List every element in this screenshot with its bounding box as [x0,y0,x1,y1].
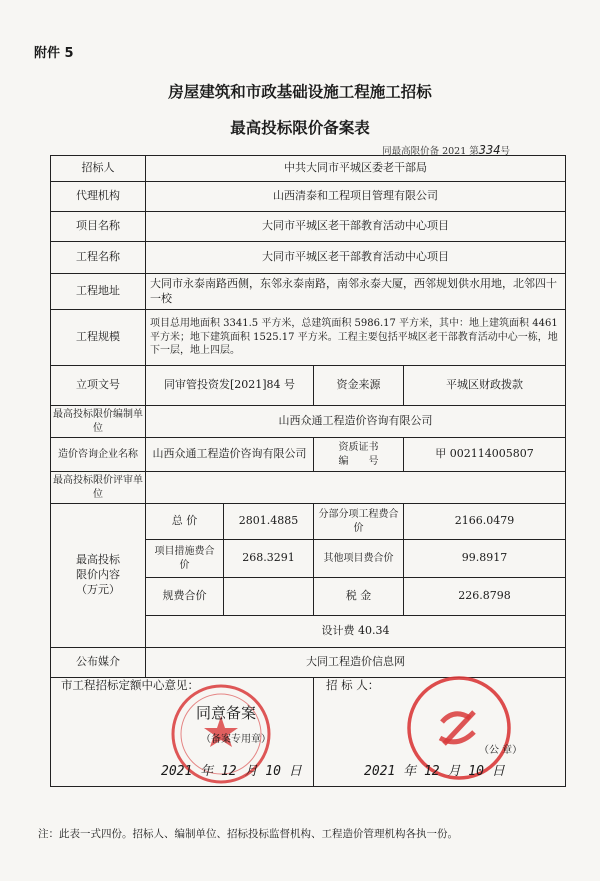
subitem-value: 2166.0479 [404,504,566,540]
works-value: 大同市平城区老干部教育活动中心项目 [146,242,566,274]
fund-value: 平城区财政拨款 [404,366,566,406]
other-value: 99.8917 [404,540,566,578]
consult-label: 造价咨询企业名称 [51,438,146,472]
page-title: 房屋建筑和市政基础设施工程施工招标 [168,83,432,101]
fund-label: 资金来源 [314,366,404,406]
agency-value: 山西清泰和工程项目管理有限公司 [146,182,566,212]
tenderer-sign-date: 2021 年 12 月 10 日 [364,764,505,779]
tenderer-seal-cell [314,678,566,787]
media-label: 公布媒介 [51,648,146,678]
address-value: 大同市永泰南路西侧，东邻永泰南路，南邻永泰大厦，西邻规划供水用地，北邻四十一校 [146,274,566,310]
scale-label: 工程规模 [51,310,146,366]
project-value: 大同市平城区老干部教育活动中心项目 [146,212,566,242]
measure-value: 268.3291 [224,540,314,578]
approval-stamp-text: 同意备案 [196,704,257,722]
tenderer-sign-label: 招 标 人： [326,678,380,692]
record-number-prefix: 同最高限价备 2021 第 [382,146,479,157]
page-subtitle: 最高投标限价备案表 [230,119,370,137]
subitem-label: 分部分项工程费合价 [314,504,404,540]
review-value [146,472,566,504]
total-value: 2801.4885 [224,504,314,540]
fee-value [224,578,314,616]
record-number-value: 334 [478,143,501,157]
center-opinion-label: 市工程招标定额中心意见： [61,678,199,692]
works-label: 工程名称 [51,242,146,274]
cert-label-line2: 编 号 [338,455,379,467]
compiler-value: 山西众通工程造价咨询有限公司 [146,406,566,438]
content-label-line2: 限价内容 [76,568,120,582]
tenderer-value: 中共大同市平城区委老干部局 [146,156,566,182]
cert-label-line1: 资质证书 [338,442,379,453]
cert-label [314,438,404,472]
tax-label: 税 金 [314,578,404,616]
attachment-label: 附件 5 [34,46,74,61]
measure-label: 项目措施费合 价 [146,540,224,578]
tenderer-label: 招标人 [51,156,146,182]
fee-label: 规费合价 [146,578,224,616]
project-label: 项目名称 [51,212,146,242]
review-label: 最高投标限价评审单位 [51,472,146,504]
footnote: 注：此表一式四份。招标人、编制单位、招标投标监督机构、工程造价管理机构各执一份。 [38,828,458,840]
center-opinion-date: 2021 年 12 月 10 日 [161,764,302,779]
cert-value: 甲 002114005807 [404,438,566,472]
content-label [51,504,146,648]
compiler-label: 最高投标限价编制单位 [51,406,146,438]
design-fee: 设计费 40.34 [146,616,566,648]
agency-label: 代理机构 [51,182,146,212]
tax-value: 226.8798 [404,578,566,616]
approval-value: 同审管投资发[2021]84 号 [146,366,314,406]
record-number-suffix: 号 [500,146,510,157]
total-label: 总 价 [146,504,224,540]
other-label: 其他项目费合价 [314,540,404,578]
content-label-line1: 最高投标 [76,553,120,567]
tenderer-seal-caption: （公 章） [479,745,523,756]
scale-value: 项目总用地面积 3341.5 平方米，总建筑面积 5986.17 平方米，其中：地上建筑面积 4461 平方米；地下建筑面积 1525.17 平方米。工程主要包括平城区老干部教育活动中心一栋，地下一层，地上四层。 [146,310,566,366]
filing-table [50,155,566,787]
center-opinion-cell [51,678,314,787]
content-label-line3: （万元） [76,582,120,596]
consult-value: 山西众通工程造价咨询有限公司 [146,438,314,472]
filing-seal-caption: （备案专用章） [201,734,271,745]
approval-label: 立项文号 [51,366,146,406]
address-label: 工程地址 [51,274,146,310]
media-value: 大同工程造价信息网 [146,648,566,678]
